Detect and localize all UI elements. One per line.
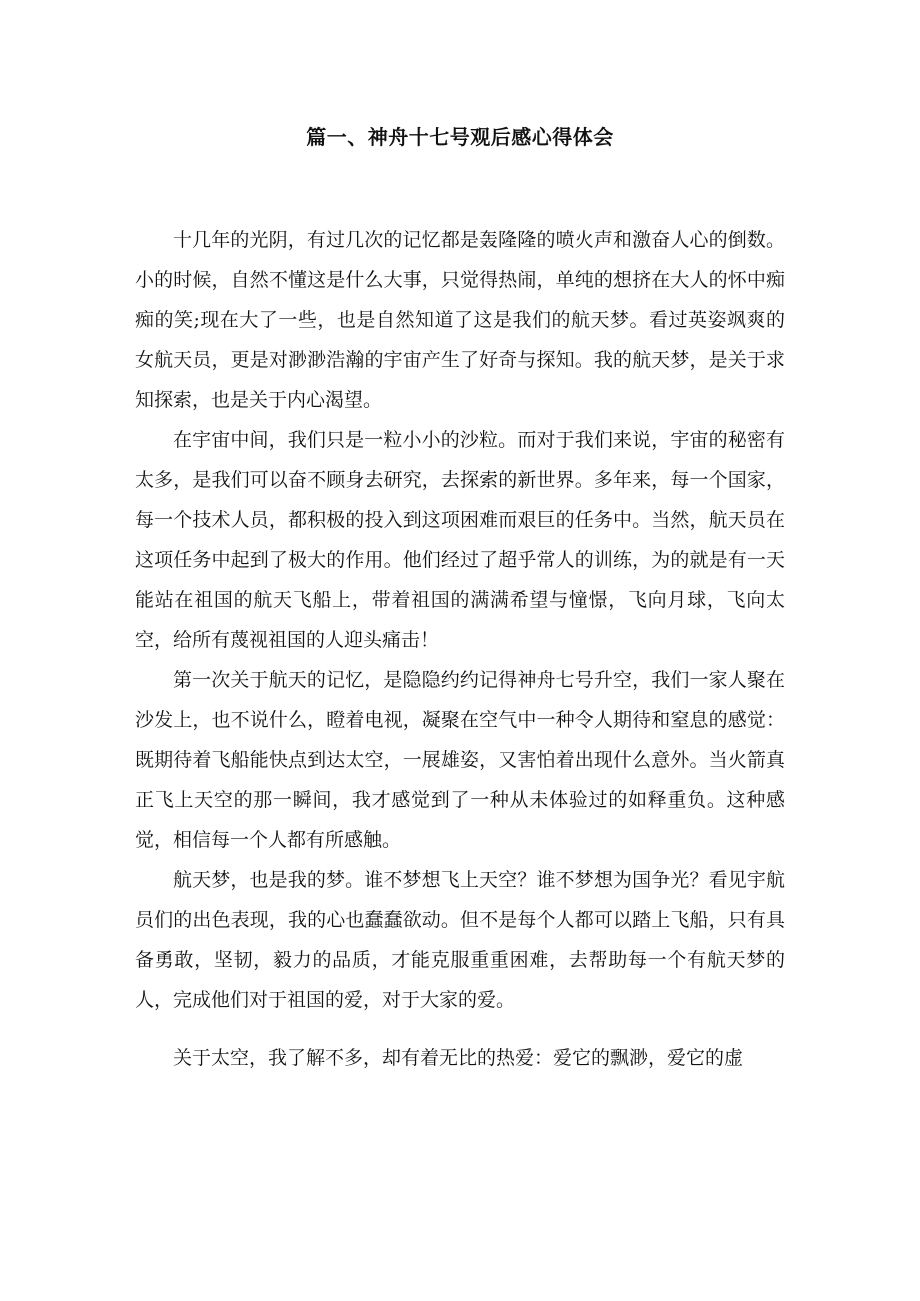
paragraph-1: 十几年的光阴，有过几次的记忆都是轰隆隆的喷火声和激奋人心的倒数。小的时候，自然不懂这是什么大事，只觉得热闹，单纯的想挤在大人的怀中痴痴的笑;现在大了一些，也是自然知道了这是我们的航天梦。看过英姿飒爽的女航天员，更是对渺渺浩瀚的宇宙产生了好奇与探知。我的航天梦，是关于求知探索，也是关于内心渴望。 [135,229,785,411]
document-title: 篇一、神舟十七号观后感心得体会 [306,125,614,149]
paragraph-4: 航天梦，也是我的梦。谁不梦想飞上天空？谁不梦想为国争光？看见宇航员们的出色表现，我的心也蠢蠢欲动。但不是每个人都可以踏上飞船，只有具备勇敢，坚韧，毅力的品质，才能克服重重困难，去帮助每一个有航天梦的人，完成他们对于祖国的爱，对于大家的爱。 [135,869,785,1011]
paragraph-2: 在宇宙中间，我们只是一粒小小的沙粒。而对于我们来说，宇宙的秘密有太多，是我们可以奋不顾身去研究，去探索的新世界。多年来，每一个国家，每一个技术人员，都积极的投入到这项困难而艰巨的任务中。当然，航天员在这项任务中起到了极大的作用。他们经过了超乎常人的训练，为的就是有一天能站在祖国的航天飞船上，带着祖国的满满希望与憧憬，飞向月球，飞向太空，给所有蔑视祖国的人迎头痛击！ [135,429,785,651]
paragraph-3: 第一次关于航天的记忆，是隐隐约约记得神舟七号升空，我们一家人聚在沙发上，也不说什么，瞪着电视，凝聚在空气中一种令人期待和窒息的感觉：既期待着飞船能快点到达太空，一展雄姿，又害怕着出现什么意外。当火箭真正飞上天空的那一瞬间，我才感觉到了一种从未体验过的如释重负。这种感觉，相信每一个人都有所感触。 [135,669,785,851]
document-body [135,220,785,1078]
paragraph-5: 关于太空，我了解不多，却有着无比的热爱：爱它的飘渺，爱它的虚 [173,1047,744,1069]
